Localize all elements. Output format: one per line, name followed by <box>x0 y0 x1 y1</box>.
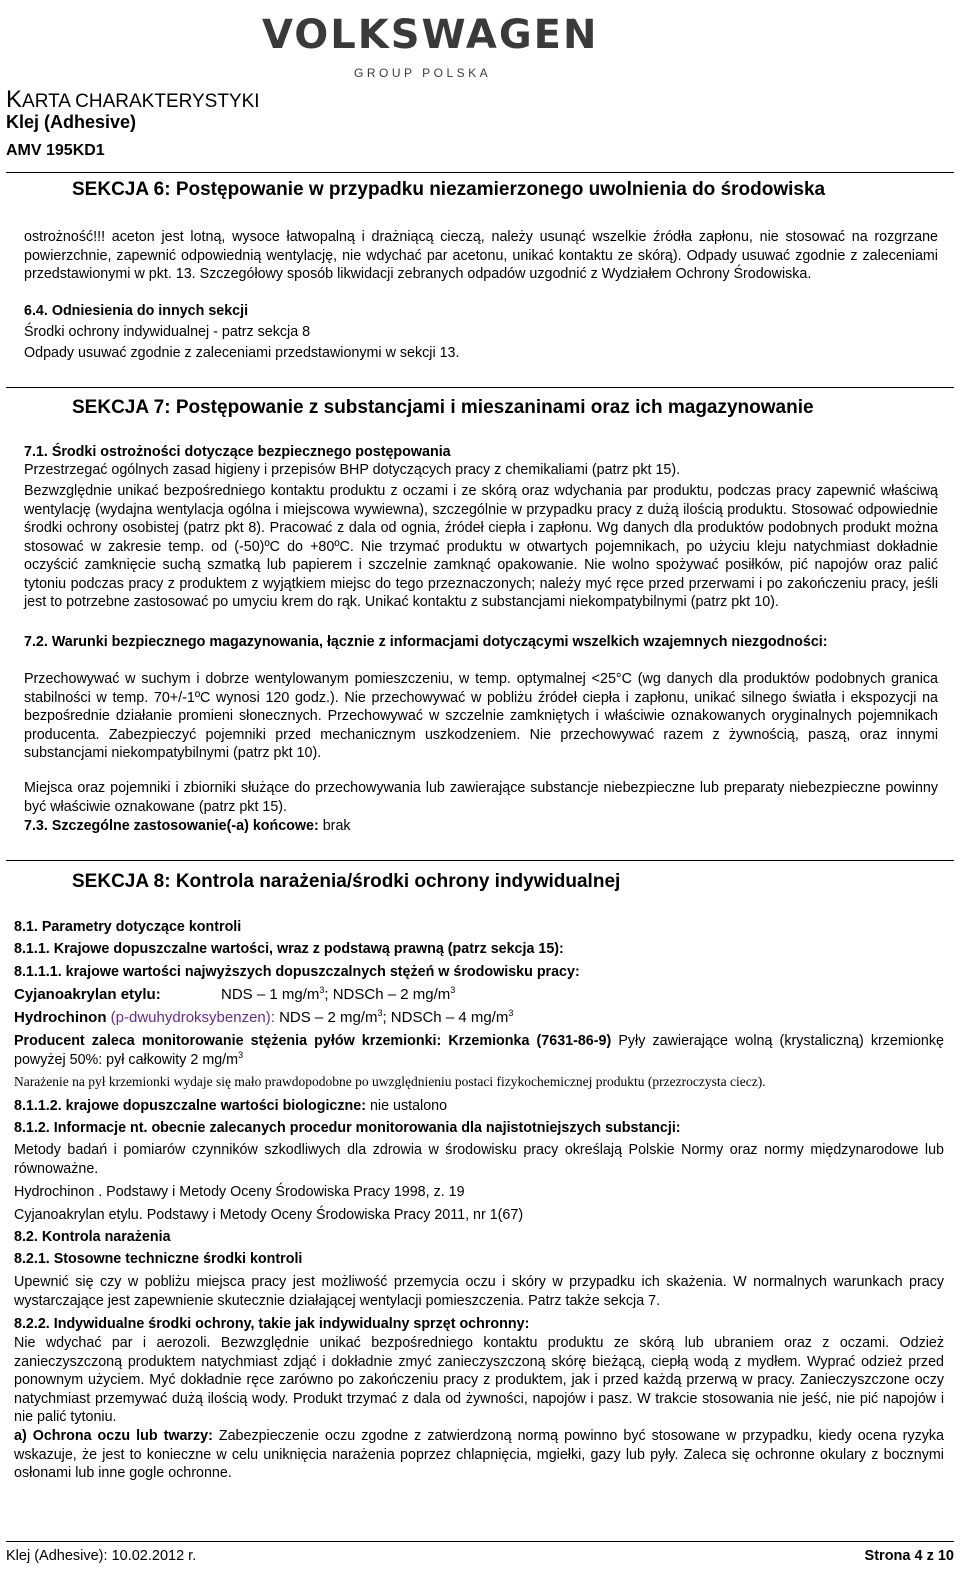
subsection-6-4: 6.4. Odniesienia do innych sekcji <box>24 303 249 319</box>
ppe-paragraph: Nie wdychać par i aerozoli. Bezwzględnie unikać bezpośredniego kontaktu produktu ze skórą lub ubraniem oraz z oczami. Odzież zanieczyszczoną produktem natychmiast zdjąć i dokładnie zmyć zanieczyszczoną skórę bieżącą, ciepłą wodą z mydłem. Wyprać odzież przed ponownym użyciem. Myć dokładnie ręce zarówno po zakończeniu pracy z produktem, jak i przed każdą przerwą w pracy. Zanieczyszczone oczy natychmiast przemywać dużą ilością wody. Produkt trzymać z dala od żywności, napojów i pasz. W trakcie stosowania nie jeść, nie pić napojów i nie palić tytoniu. <box>14 1335 944 1425</box>
hydroquinone-ndsch: ; NDSCh – 4 mg/m <box>382 1009 509 1026</box>
subsection-8-1-1-2-label: 8.1.1.2. krajowe dopuszczalne wartości biologiczne: <box>14 1098 366 1114</box>
brand-subtitle: GROUP POLSKA <box>354 66 492 80</box>
section-7-p1: Przestrzegać ogólnych zasad higieny i przepisów BHP dotyczących pracy z chemikaliami (patrz pkt 15). <box>24 462 681 478</box>
silica-paragraph <box>14 1032 944 1069</box>
section-7-heading: SEKCJA 7: Postępowanie z substancjami i mieszaninami oraz ich magazynowanie <box>72 397 814 418</box>
footer-divider <box>6 1541 954 1542</box>
title-cap: K <box>6 86 23 113</box>
engineering-controls-paragraph: Upewnić się czy w pobliżu miejsca pracy jest możliwość przemycia oczu i skóry w przypadku ich skażenia. W normalnych warunkach pracy wystarczające jest zapewnienie skutecznie działającej wentylacji pomieszczenia. Patrz także sekcja 7. <box>14 1274 944 1309</box>
section-6-heading: SEKCJA 6: Postępowanie w przypadku niezamierzonego uwolnienia do środowiska <box>72 179 826 200</box>
product-name: Klej (Adhesive) <box>6 112 137 132</box>
brand-logo: VOLKSWAGEN <box>262 12 599 58</box>
superscript: 3 <box>319 985 325 995</box>
section-6-paragraph: ostrożność!!! aceton jest lotną, wysoce łatwopalną i drażniącą cieczą, należy usunąć wszelkie źródła zapłonu, nie stosować na rozgrzane powierzchnie, zapewnić odpowiednią wentylację, nie wdychać par acetonu, unikać kontaktu ze skórą). Odpady usuwać zgodnie z zaleceniami przedstawionymi w pkt. 13. Szczegółowy sposób likwidacji zebranych odpadów uzgodnić z Wydziałem Ochrony Środowiska. <box>24 229 938 282</box>
superscript: 3 <box>377 1008 383 1018</box>
subsection-8-1-2: 8.1.2. Informacje nt. obecnie zalecanych procedur monitorowania dla najistotniejszych substancji: <box>14 1120 681 1136</box>
subsection-8-1: 8.1. Parametry dotyczące kontroli <box>14 919 242 935</box>
subsection-7-3 <box>24 817 351 836</box>
superscript: 3 <box>508 1008 514 1018</box>
section-8-heading: SEKCJA 8: Kontrola narażenia/środki ochrony indywidualnej <box>72 871 621 892</box>
footer-left: Klej (Adhesive): 10.02.2012 r. <box>6 1548 197 1564</box>
subsection-8-1-1-2-value: nie ustalono <box>369 1098 448 1114</box>
limit-hydroquinone <box>14 1009 513 1028</box>
eye-protection-paragraph <box>14 1427 944 1483</box>
hydroquinone-alias: (p-dwuhydroksybenzen): <box>110 1009 275 1026</box>
hydroquinone-label: Hydrochinon <box>14 1009 107 1026</box>
silica-bold: Producent zaleca monitorowanie stężenia pyłów krzemionki: Krzemionka (7631-86-9) <box>14 1033 612 1049</box>
subsection-8-1-1-2 <box>14 1097 447 1116</box>
limit-cyanoacrylate <box>14 985 456 1005</box>
silica-rest: Pyły zawierające wolną (krystaliczną) krzemionkę powyżej 50%: pył całkowity 2 mg/m <box>14 1033 944 1068</box>
methods-paragraph: Metody badań i pomiarów czynników szkodliwych dla zdrowia w środowisku pracy określają Polskie Normy oraz normy międzynarodowe lub równoważne. <box>14 1142 944 1177</box>
divider <box>6 860 954 861</box>
section-7-p2: Bezwzględnie unikać bezpośredniego kontaktu produktu z oczami i ze skórą oraz wdychania par produktu, podczas pracy zapewnić właściwą wentylację (wydajna wentylacja ogólna i miejscowa wywiewna), szczególnie w przypadku pracy z dużą ilością produktu. Stosować odpowiednie środki ochrony osobistej (patrz pkt 8). Pracować z dala od ognia, źródeł ciepła i zapłonu. Wg danych dla produktów podobnych produkt można stosować w zakresie temp. od (-50)ºC do +80ºC. Nie trzymać produktu w otwartych pojemnikach, po użyciu kleju natychmiast dokładnie oczyścić zamknięcie suchą szmatką lub papierem i szczelnie zamknąć opakowanie. Nie wolno spożywać posiłków, pić napojów oraz palić tytoniu podczas pracy z produktem z wyjątkiem miejsc do tego przeznaczonych; należy myć ręce przed przerwami i po zakończeniu pracy, jeśli jest to potrzebne zastosować po umyciu krem do rąk. Unikać kontaktu z substancjami niekompatybilnymi (patrz pkt 10). <box>24 483 938 610</box>
cyanoacrylate-ndsch: ; NDSCh – 2 mg/m <box>324 986 451 1003</box>
subsection-7-1: 7.1. Środki ostrożności dotyczące bezpiecznego postępowania <box>24 444 451 460</box>
subsection-7-3-label: 7.3. Szczególne zastosowanie(-a) końcowe: <box>24 818 319 834</box>
subsection-8-1-1-1: 8.1.1.1. krajowe wartości najwyższych dopuszczalnych stężeń w środowisku pracy: <box>14 964 580 980</box>
subsection-8-2-2: 8.2.2. Indywidualne środki ochrony, takie jak indywidualny sprzęt ochronny: <box>14 1316 530 1332</box>
superscript: 3 <box>238 1049 244 1060</box>
cyanoacrylate-label: Cyjanoakrylan etylu: <box>14 986 161 1003</box>
subsection-7-3-value: brak <box>322 818 351 834</box>
page-number: Strona 4 z 10 <box>864 1548 954 1564</box>
section-6-line-2: Odpady usuwać zgodnie z zaleceniami przedstawionymi w sekcji 13. <box>24 345 460 361</box>
divider <box>6 387 954 388</box>
subsection-8-2-1: 8.2.1. Stosowne techniczne środki kontroli <box>14 1251 303 1267</box>
reference-cyanoacrylate: Cyjanoakrylan etylu. Podstawy i Metody Oceny Środowiska Pracy 2011, nr 1(67) <box>14 1207 524 1223</box>
subsection-8-1-1: 8.1.1. Krajowe dopuszczalne wartości, wraz z podstawą prawną (patrz sekcja 15): <box>14 941 564 957</box>
eye-protection-text: Zabezpieczenie oczu zgodne z zatwierdzoną normą powinno być stosowane w przypadku, kiedy ocena ryzyka wskazuje, że jest to konieczne w celu uniknięcia narażenia poprzez chlapnięcia, mgiełki, gazy lub pyły. Zaleca się ochronne okulary z bocznymi osłonami lub inne gogle ochronne. <box>14 1428 944 1481</box>
document-title <box>6 86 260 114</box>
subsection-7-2: 7.2. Warunki bezpiecznego magazynowania, łącznie z informacjami dotyczącymi wszelkich wzajemnych niezgodności: <box>24 634 828 650</box>
section-7-p3: Przechowywać w suchym i dobrze wentylowanym pomieszczeniu, w temp. optymalnej <25°C (wg danych dla produktów podobnych granica stabilności w temp. 70+/-1ºC wynosi 120 godz.). Nie przechowywać w pobliżu źródeł ciepła i zapłonu, unikać silnego światła i ekspozycji na bezpośrednie działanie promieni słonecznych. Przechowywać w szczelnie zamkniętych i właściwie oznakowanych oryginalnych pojemnikach producenta. Zabezpieczyć pojemniki przed mechanicznym uszkodzeniem. Nie przechowywać razem z żywnością, paszą, oraz innymi substancjami niekompatybilnymi (patrz pkt 10). <box>24 671 938 761</box>
product-code: AMV 195KD1 <box>6 142 105 159</box>
hydroquinone-nds: NDS – 2 mg/m <box>279 1009 378 1026</box>
subsection-8-2: 8.2. Kontrola narażenia <box>14 1229 171 1245</box>
superscript: 3 <box>450 985 456 995</box>
divider <box>6 172 954 173</box>
silica-note: Narażenie na pył krzemionki wydaje się mało prawdopodobne po uwzględnieniu postaci fizykochemicznej produktu (przezroczysta ciecz). <box>14 1074 766 1089</box>
eye-protection-label: a) Ochrona oczu lub twarzy: <box>14 1428 213 1444</box>
cyanoacrylate-nds: NDS – 1 mg/m <box>221 986 320 1003</box>
section-6-line-1: Środki ochrony indywidualnej - patrz sekcja 8 <box>24 324 311 340</box>
title-rest: ARTA CHARAKTERYSTYKI <box>22 91 260 112</box>
cyanoacrylate-values <box>221 986 455 1005</box>
section-7-p4: Miejsca oraz pojemniki i zbiorniki służące do przechowywania lub zawierające substancje niebezpieczne lub preparaty niebezpieczne powinny być właściwie oznakowane (patrz pkt 15). <box>24 780 938 815</box>
reference-hydroquinone: Hydrochinon . Podstawy i Metody Oceny Środowiska Pracy 1998, z. 19 <box>14 1184 465 1200</box>
